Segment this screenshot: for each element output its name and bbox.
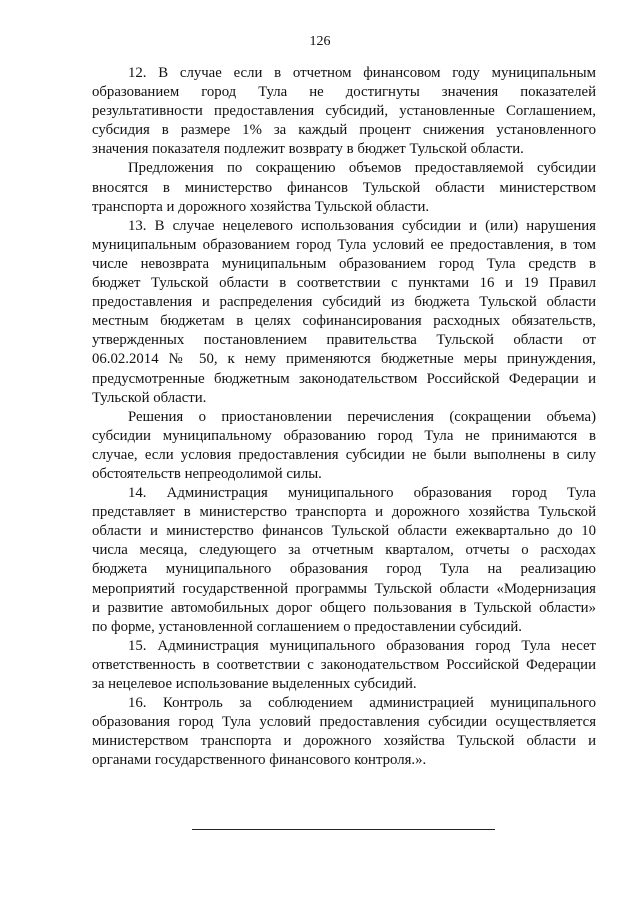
paragraph-line: муниципальным образованием город Тула условий ее предоставления, в том [92,236,596,253]
paragraph [92,64,596,159]
document-body [92,64,596,770]
paragraph-line: Предложения по сокращению объемов предоставляемой субсидии [128,160,596,177]
paragraph-line: 13. В случае нецелевого использования субсидии и (или) нарушения [128,217,596,234]
paragraph-line: мероприятий государственной программы Тульской области «Модернизация [92,580,596,597]
paragraph-line: транспорта и дорожного хозяйства Тульской области. [92,198,430,215]
paragraph-line: министерством транспорта и дорожного хозяйства Тульской области и [92,733,596,750]
paragraph-line: значения показателя подлежит возврату в бюджет Тульской области. [92,141,524,158]
paragraph-line: образованием город Тула не достигнуты значения показателей [92,84,596,101]
paragraph-line: утвержденных постановлением правительства Тульской области от [92,332,596,349]
paragraph-line: и развитие автомобильных дорог общего пользования в Тульской области» [92,599,596,616]
paragraph-line: предусмотренные бюджетным законодательством Российской Федерации и [92,370,596,387]
paragraph-line: бюджет Тульской области в соответствии с пунктами 16 и 19 Правил [92,275,596,292]
paragraph-line: 16. Контроль за соблюдением администрацией муниципального [128,695,596,712]
paragraph-line: субсидия в размере 1% за каждый процент снижения установленного [92,122,596,139]
paragraph [92,484,596,637]
paragraph [92,217,596,408]
page-number: 126 [309,34,331,49]
paragraph-line: предоставления и распределения субсидий из бюджета Тульской области [92,294,596,311]
paragraph-line: области и министерство финансов Тульской области ежеквартально до 10 [92,523,596,540]
paragraph-line: числа месяца, следующего за отчетным кварталом, отчеты о расходах [92,542,596,559]
paragraph-line: результативности предоставления субсидий, установленные Соглашением, [92,103,596,120]
paragraph [92,694,596,770]
paragraph-line: образования город Тула условий предоставления субсидии осуществляется [92,714,596,731]
paragraph-line: 14. Администрация муниципального образования город Тула [128,485,596,502]
paragraph-line: Тульской области. [92,389,207,406]
paragraph-line: представляет в министерство транспорта и дорожного хозяйства Тульской [92,504,596,521]
paragraph-line: по форме, установленной соглашением о предоставлении субсидий. [92,618,522,635]
paragraph-line: вносятся в министерство финансов Тульской области министерством [92,179,596,196]
paragraph-line: 15. Администрация муниципального образования город Тула несет [128,637,596,654]
paragraph [92,637,596,694]
paragraph-line: числе невозврата муниципальным образованием город Тула средств в [92,255,596,272]
paragraph-line: ответственность в соответствии с законодательством Российской Федерации [92,656,596,673]
paragraph [92,408,596,484]
paragraph-line: субсидии муниципальному образованию город Тула не принимаются в [92,427,596,444]
paragraph-line: местным бюджетам в целях софинансирования расходных обязательств, [92,313,596,330]
paragraph-line: Решения о приостановлении перечисления (сокращении объема) [128,408,596,425]
paragraph-line: за нецелевое использование выделенных субсидий. [92,676,417,692]
paragraph [92,159,596,216]
paragraph-line: обстоятельств непреодолимой силы. [92,465,322,482]
paragraph-line: органами государственного финансового контроля.». [92,752,427,769]
end-of-document-rule [192,829,495,830]
paragraph-line: 06.02.2014 № 50, к нему применяются бюджетные меры принуждения, [92,351,596,368]
paragraph-line: 12. В случае если в отчетном финансовом году муниципальным [128,65,596,81]
paragraph-line: случае, если условия предоставления субсидии не были выполнены в силу [92,446,596,463]
paragraph-line: бюджета муниципального образования город Тула на реализацию [92,561,596,578]
